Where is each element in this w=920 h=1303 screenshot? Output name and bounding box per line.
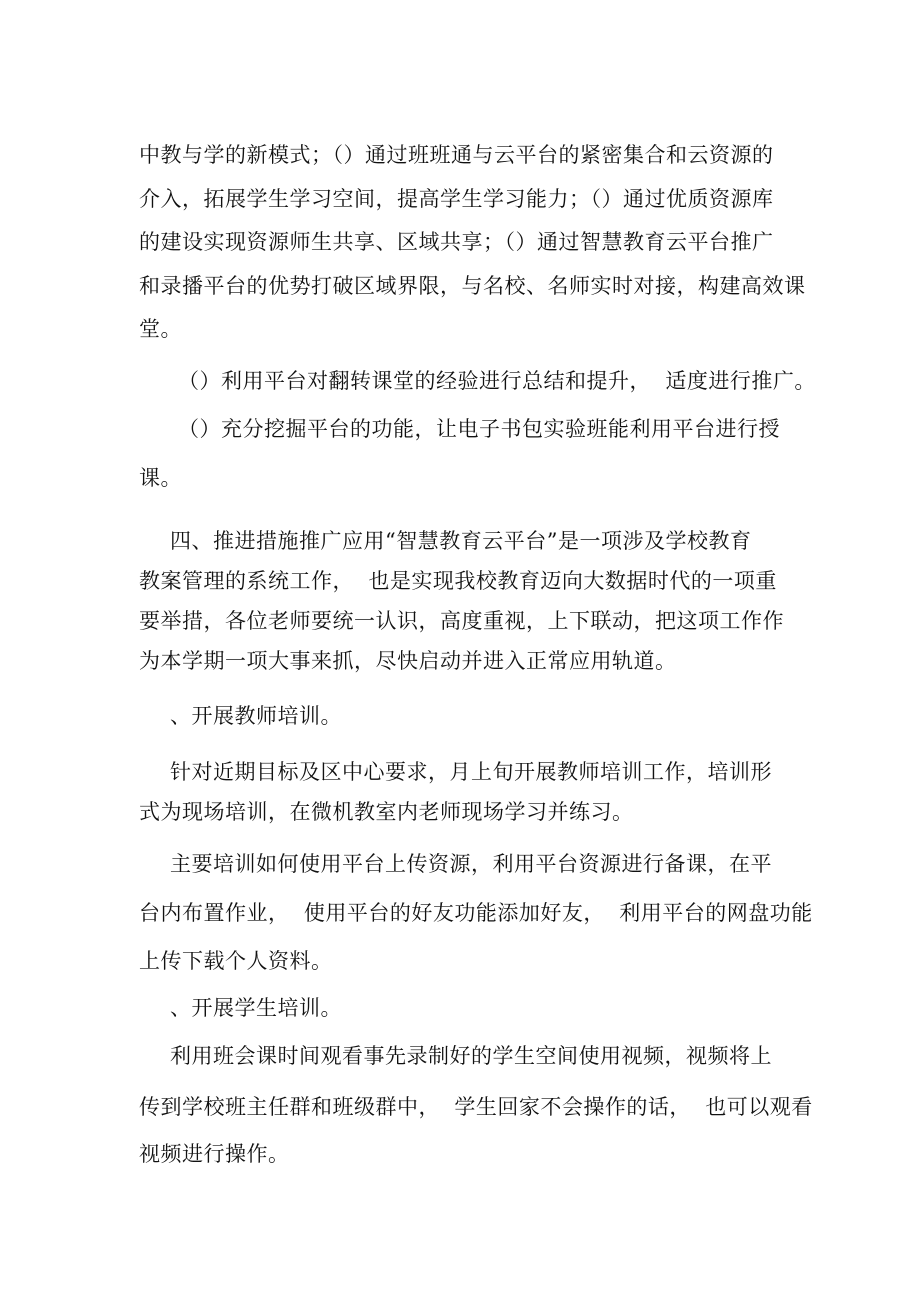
text-line: 上传下载个人资料。 <box>139 949 333 973</box>
text-line: 课。 <box>139 466 182 490</box>
text-line: 四、推进措施推广应用“智慧教育云平台”是一项涉及学校教育 <box>170 529 752 553</box>
text-line: 的建设实现资源师生共享、区域共享；（）通过智慧教育云平台推广 <box>139 230 774 254</box>
text-line: （）利用平台对翻转课堂的经验进行总结和提升， 适度进行推广。 <box>178 369 816 393</box>
text-line: 、开展教师培训。 <box>170 704 342 728</box>
text-line: 为本学期一项大事来抓，尽快启动并进入正常应用轨道。 <box>139 649 677 673</box>
text-line: 教案管理的系统工作， 也是实现我校教育迈向大数据时代的一项重 <box>139 569 777 593</box>
text-line: 传到学校班主任群和班级群中， 学生回家不会操作的话， 也可以观看 <box>139 1095 813 1119</box>
text-line: 、开展学生培训。 <box>170 996 342 1020</box>
text-line: 式为现场培训，在微机教室内老师现场学习并练习。 <box>139 800 634 824</box>
text-line: 针对近期目标及区中心要求，月上旬开展教师培训工作，培训形 <box>170 760 772 784</box>
text-line: 和录播平台的优势打破区域界限，与名校、名师实时对接，构建高效课 <box>139 274 806 298</box>
text-line: 中教与学的新模式；（）通过班班通与云平台的紧密集合和云资源的 <box>139 143 774 167</box>
text-line: 介入，拓展学生学习空间，提高学生学习能力；（）通过优质资源库 <box>139 187 774 211</box>
text-line: 堂。 <box>139 317 182 341</box>
text-line: 台内布置作业， 使用平台的好友功能添加好友， 利用平台的网盘功能 <box>139 901 813 925</box>
text-line: （）充分挖掘平台的功能，让电子书包实验班能利用平台进行授 <box>178 417 780 441</box>
text-line: 要举措，各位老师要统一认识，高度重视，上下联动，把这项工作作 <box>139 609 784 633</box>
text-line: 视频进行操作。 <box>139 1142 290 1166</box>
text-line: 主要培训如何使用平台上传资源，利用平台资源进行备课，在平 <box>170 852 772 876</box>
text-line: 利用班会课时间观看事先录制好的学生空间使用视频，视频将上 <box>170 1044 772 1068</box>
